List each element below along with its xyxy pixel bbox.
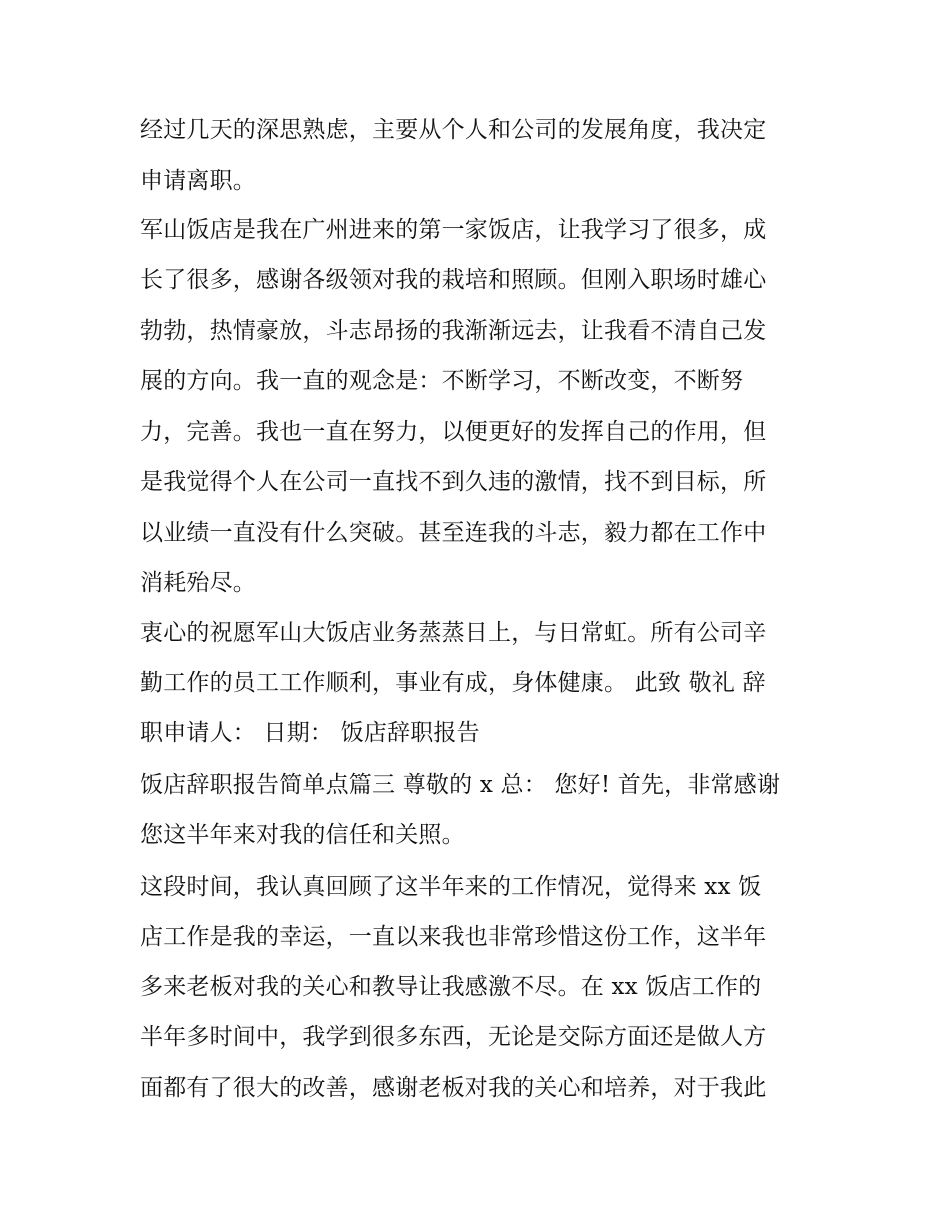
text-line: 勃勃，热情豪放，斗志昂扬的我渐渐远去，让我看不清自己发 [140, 318, 767, 344]
text-line: 以业绩一直没有什么突破。甚至连我的斗志，毅力都在工作中 [140, 520, 767, 546]
text-line: 衷心的祝愿军山大饭店业务蒸蒸日上，与日常虹。所有公司辛 [140, 620, 767, 646]
text-line: 力，完善。我也一直在努力，以便更好的发挥自己的作用，但 [140, 419, 767, 445]
text-line: 是我觉得个人在公司一直找不到久违的激情，找不到目标，所 [140, 469, 767, 495]
text-line: 面都有了很大的改善，感谢老板对我的关心和培养，对于我此 [140, 1075, 767, 1101]
text-line: 勤工作的员工工作顺利，事业有成，身体健康。 此致 敬礼 辞 [140, 670, 766, 696]
text-line: 经过几天的深思熟虑，主要从个人和公司的发展角度，我决定 [140, 117, 767, 143]
text-line: 展的方向。我一直的观念是：不断学习，不断改变，不断努 [140, 368, 744, 394]
text-line: 消耗殆尽。 [140, 570, 256, 596]
text-line: 申请离职。 [140, 168, 256, 194]
text-line: 长了很多，感谢各级领对我的栽培和照顾。但刚入职场时雄心 [140, 267, 767, 293]
text-line: 这段时间，我认真回顾了这半年来的工作情况，觉得来 xx 饭 [140, 874, 762, 900]
text-line: 职申请人： 日期： 饭店辞职报告 [140, 720, 480, 746]
text-line: 军山饭店是我在广州进来的第一家饭店，让我学习了很多，成 [140, 217, 767, 243]
text-line: 您这半年来对我的信任和关照。 [140, 822, 465, 848]
text-line: 饭店辞职报告简单点篇三 尊敬的 x 总： 您好! 首先，非常感谢 [140, 772, 781, 798]
text-line: 半年多时间中，我学到很多东西，无论是交际方面还是做人方 [140, 1024, 767, 1050]
text-line: 多来老板对我的关心和教导让我感激不尽。在 xx 饭店工作的 [140, 974, 762, 1000]
text-line: 店工作是我的幸运，一直以来我也非常珍惜这份工作，这半年 [140, 924, 767, 950]
